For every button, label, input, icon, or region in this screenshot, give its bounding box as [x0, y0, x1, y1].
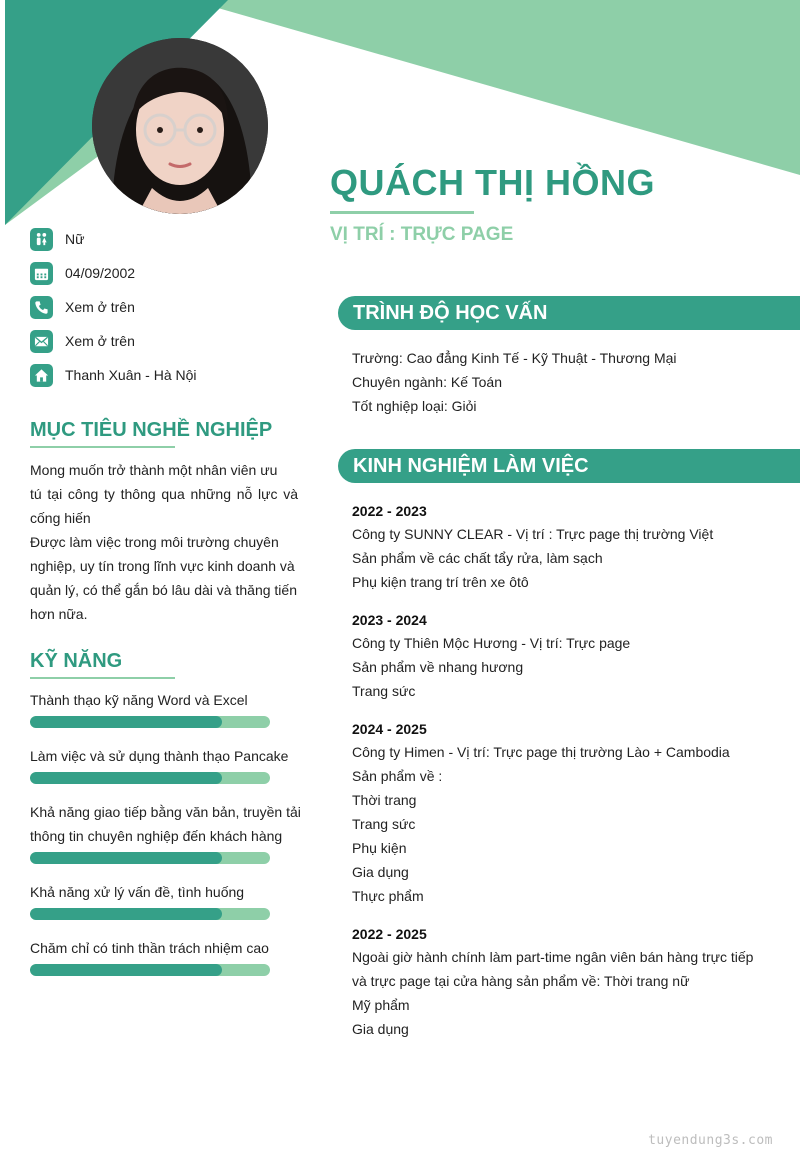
- objective-line: hơn nữa.: [30, 606, 88, 622]
- skill-label: Chăm chỉ có tinh thần trách nhiệm cao: [30, 940, 269, 956]
- skill-label: Làm việc và sử dụng thành thạo Pancake: [30, 748, 289, 764]
- experience-item: [352, 923, 782, 1041]
- objective-line: cống hiến: [30, 510, 91, 526]
- experience-line: Sản phẩm về :: [352, 768, 443, 784]
- experience-line: và trực page tại cửa hàng sản phẩm về: Thời trang nữ: [352, 973, 690, 989]
- skills-list: [30, 688, 310, 992]
- education-line: Trường: Cao đẳng Kinh Tế - Kỹ Thuật - Thương Mại: [352, 350, 677, 366]
- experience-line: Phụ kiện: [352, 840, 407, 856]
- position-title: VỊ TRÍ : TRỰC PAGE: [330, 224, 514, 245]
- phone-icon: [30, 296, 53, 319]
- experience-period: 2023 - 2024: [352, 612, 427, 628]
- experience-line: Công ty Thiên Mộc Hương - Vị trí: Trực page: [352, 635, 631, 651]
- contact-phone: [30, 290, 310, 324]
- skill-bar: [30, 908, 270, 920]
- skill-bar-fill: [30, 964, 222, 976]
- experience-line: Mỹ phẩm: [352, 997, 410, 1013]
- experience-heading: [338, 449, 800, 483]
- skill-bar-fill: [30, 852, 222, 864]
- experience-line: Phụ kiện trang trí trên xe ôtô: [352, 574, 529, 590]
- skill-bar-fill: [30, 772, 222, 784]
- experience-line: Thời trang: [352, 792, 417, 808]
- experience-line: Sản phẩm về các chất tẩy rửa, làm sạch: [352, 550, 603, 566]
- contact-address: [30, 358, 310, 392]
- contact-gender-text: Nữ: [65, 231, 85, 247]
- experience-item: [352, 718, 782, 908]
- objective-line: Được làm việc trong môi trường chuyên: [30, 534, 279, 550]
- skill-bar: [30, 716, 270, 728]
- experience-line: Ngoài giờ hành chính làm part-time ngân viên bán hàng trực tiếp: [352, 949, 754, 965]
- skill-label: Khả năng giao tiếp bằng văn bản, truyền tải thông tin chuyên nghiệp đến khách hàng: [30, 804, 301, 844]
- name-underline: [330, 211, 474, 214]
- objective-line: nghiệp, uy tín trong lĩnh vực kinh doanh và: [30, 558, 295, 574]
- experience-line: Trang sức: [352, 683, 416, 699]
- contact-list: [30, 222, 310, 392]
- experience-item: [352, 500, 782, 594]
- email-icon: [30, 330, 53, 353]
- skill-item: [30, 936, 310, 976]
- experience-line: Gia dụng: [352, 1021, 409, 1037]
- experience-period: 2024 - 2025: [352, 721, 427, 737]
- objective-text: [30, 458, 298, 626]
- experience-line: Công ty Himen - Vị trí: Trực page thị trường Lào + Cambodia: [352, 744, 730, 760]
- skill-bar-fill: [30, 908, 222, 920]
- education-content: [352, 346, 782, 418]
- profile-photo: [92, 38, 268, 214]
- experience-line: Sản phẩm về nhang hương: [352, 659, 524, 675]
- objective-underline: [30, 446, 175, 448]
- skill-item: [30, 688, 310, 728]
- skill-label: Thành thạo kỹ năng Word và Excel: [30, 692, 248, 708]
- objective-line: Mong muốn trở thành một nhân viên ưu: [30, 462, 278, 478]
- contact-email-text: Xem ở trên: [65, 333, 135, 349]
- objective-line: tú tại công ty thông qua những nỗ lực và: [30, 486, 298, 502]
- experience-line: Trang sức: [352, 816, 416, 832]
- experience-line: Gia dụng: [352, 864, 409, 880]
- contact-gender: [30, 222, 310, 256]
- skills-underline: [30, 677, 175, 679]
- skill-bar: [30, 852, 270, 864]
- candidate-name: QUÁCH THỊ HỒNG: [330, 162, 655, 203]
- skill-bar-fill: [30, 716, 222, 728]
- experience-line: Thực phẩm: [352, 888, 424, 904]
- skill-item: [30, 744, 310, 784]
- skill-label: Khả năng xử lý vấn đề, tình huống: [30, 884, 245, 900]
- contact-birthday-text: 04/09/2002: [65, 265, 136, 281]
- calendar-icon: [30, 262, 53, 285]
- contact-phone-text: Xem ở trên: [65, 299, 135, 315]
- experience-item: [352, 609, 782, 703]
- gender-icon: [30, 228, 53, 251]
- education-heading: [338, 296, 800, 330]
- education-line: Tốt nghiệp loại: Giỏi: [352, 398, 477, 414]
- contact-email: [30, 324, 310, 358]
- experience-period: 2022 - 2023: [352, 503, 427, 519]
- experience-line: Công ty SUNNY CLEAR - Vị trí : Trực page thị trường Việt: [352, 526, 714, 542]
- skill-item: [30, 800, 310, 864]
- experience-content: [352, 500, 782, 1056]
- education-heading-text: TRÌNH ĐỘ HỌC VẤN: [353, 301, 548, 324]
- contact-birthday: [30, 256, 310, 290]
- experience-heading-text: KINH NGHIỆM LÀM VIỆC: [353, 454, 589, 477]
- skills-heading: KỸ NĂNG: [30, 650, 123, 672]
- education-line: Chuyên ngành: Kế Toán: [352, 374, 502, 390]
- home-icon: [30, 364, 53, 387]
- objective-heading: MỤC TIÊU NGHỀ NGHIỆP: [30, 419, 273, 441]
- skill-bar: [30, 964, 270, 976]
- contact-address-text: Thanh Xuân - Hà Nội: [65, 367, 197, 383]
- watermark: tuyendung3s.com: [648, 1133, 773, 1148]
- skill-bar: [30, 772, 270, 784]
- experience-period: 2022 - 2025: [352, 926, 427, 942]
- objective-line: quản lý, có thể gắn bó lâu dài và thăng tiến: [30, 582, 297, 598]
- skill-item: [30, 880, 310, 920]
